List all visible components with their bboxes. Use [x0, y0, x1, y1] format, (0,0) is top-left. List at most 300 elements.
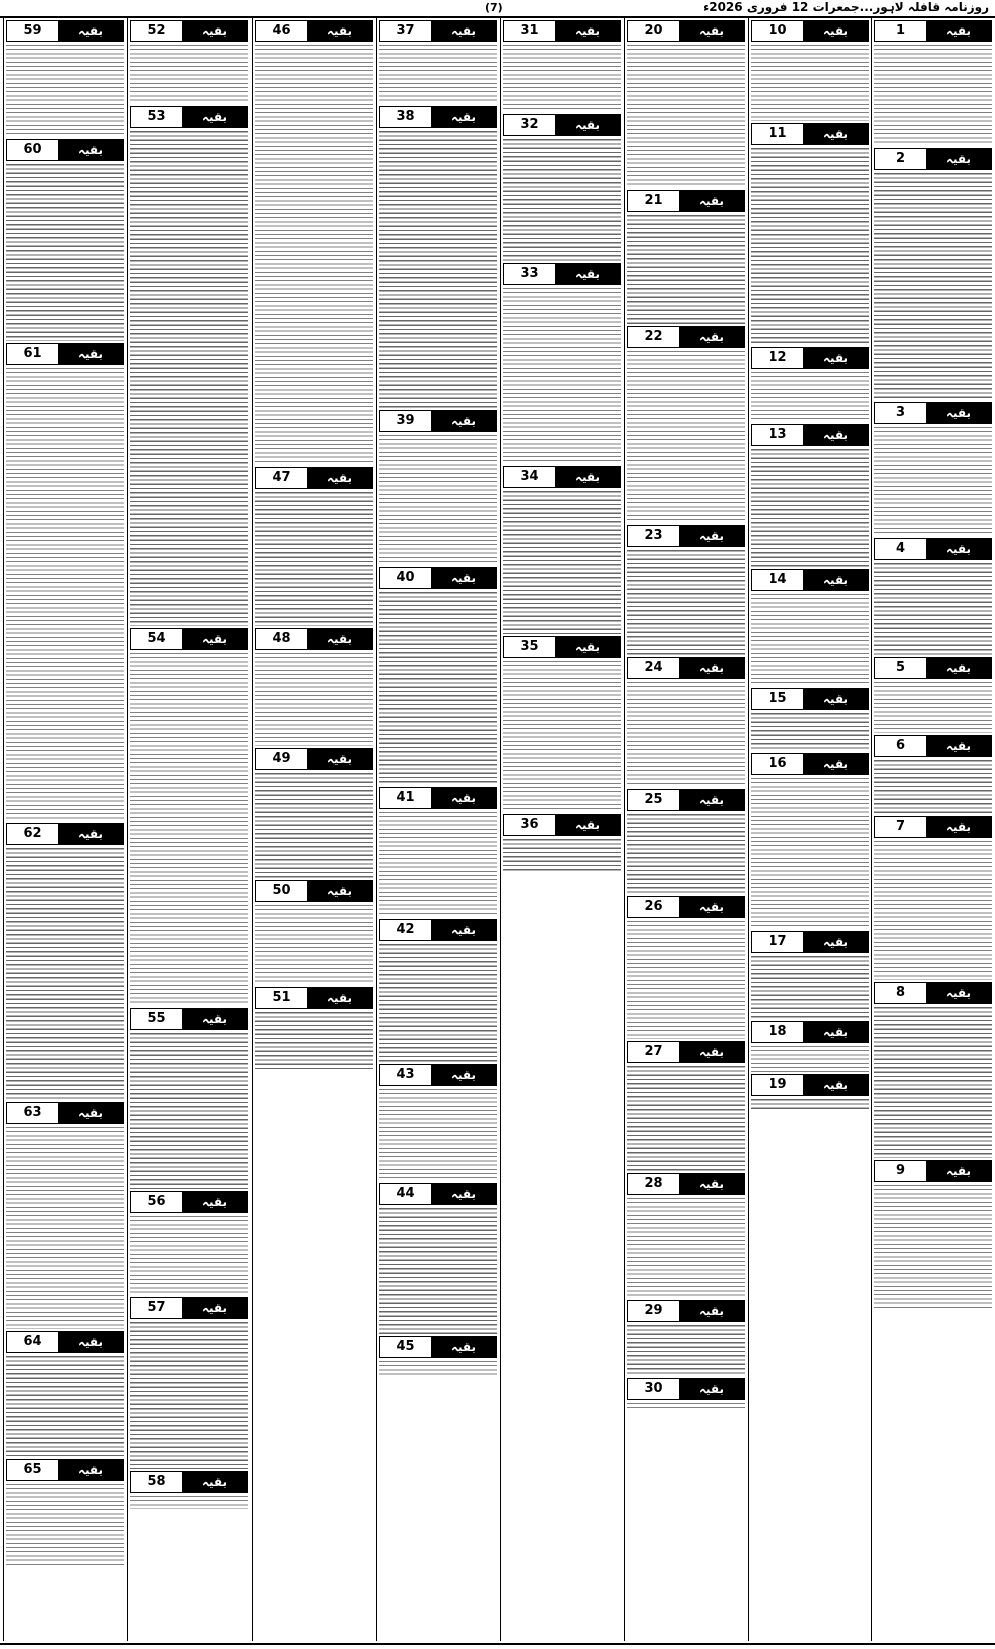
article-text-body	[874, 1185, 992, 1311]
continuation-label: بقیہ	[926, 1161, 991, 1181]
continuation-number: 62	[7, 824, 58, 844]
continuation-label: بقیہ	[679, 790, 744, 810]
continuation-header	[379, 20, 497, 42]
continuation-label: بقیہ	[679, 1042, 744, 1062]
continuation-header	[379, 919, 497, 941]
continuation-number: 33	[504, 264, 555, 284]
article-text-body	[6, 164, 124, 340]
continuation-header	[255, 880, 373, 902]
continuation-block	[503, 114, 621, 261]
continuation-number: 43	[380, 1065, 431, 1085]
article-text-body	[627, 215, 745, 324]
article-text-body	[255, 1012, 373, 1071]
continuation-block	[874, 148, 992, 400]
continuation-header	[379, 1183, 497, 1205]
continuation-header	[379, 567, 497, 589]
continuation-label: بقیہ	[307, 21, 372, 41]
continuation-block	[874, 982, 992, 1158]
continuation-block	[874, 816, 992, 980]
article-text-body	[874, 841, 992, 980]
continuation-label: بقیہ	[926, 658, 991, 678]
continuation-header	[130, 20, 248, 42]
continuation-label: بقیہ	[58, 344, 123, 364]
continuation-label: بقیہ	[803, 570, 868, 590]
continuation-number: 20	[628, 21, 679, 41]
article-text-body	[874, 173, 992, 400]
continuation-block	[379, 1064, 497, 1181]
article-text-body	[130, 653, 248, 1006]
continuation-number: 10	[752, 21, 803, 41]
continuation-label: بقیہ	[679, 1379, 744, 1399]
continuation-number: 21	[628, 191, 679, 211]
continuation-number: 57	[131, 1298, 182, 1318]
continuation-number: 54	[131, 629, 182, 649]
continuation-label: بقیہ	[307, 629, 372, 649]
continuation-header	[751, 931, 869, 953]
column-rule	[376, 18, 377, 1641]
article-text-body	[255, 492, 373, 626]
continuation-block	[6, 343, 124, 822]
continuation-header	[751, 753, 869, 775]
continuation-block	[751, 424, 869, 567]
continuation-number: 44	[380, 1184, 431, 1204]
dateline: روزنامہ قافلہ لاہور...جمعرات 12 فروری 2026ء	[703, 0, 989, 14]
continuation-number: 14	[752, 570, 803, 590]
continuation-number: 53	[131, 107, 182, 127]
continuation-header	[255, 987, 373, 1009]
continuation-number: 2	[875, 149, 926, 169]
continuation-label: بقیہ	[679, 1174, 744, 1194]
article-text-body	[874, 45, 992, 146]
continuation-number: 29	[628, 1301, 679, 1321]
continuation-number: 51	[256, 988, 307, 1008]
continuation-header	[751, 20, 869, 42]
continuation-header	[6, 1459, 124, 1481]
continuation-block	[874, 402, 992, 536]
continuation-number: 7	[875, 817, 926, 837]
continuation-label: بقیہ	[431, 920, 496, 940]
article-text-body	[503, 288, 621, 464]
continuation-block	[751, 688, 869, 751]
column-rule	[127, 18, 128, 1641]
article-text-body	[130, 1216, 248, 1296]
continuation-number: 56	[131, 1192, 182, 1212]
continuation-block	[627, 896, 745, 1039]
continuation-block	[379, 20, 497, 104]
continuation-number: 41	[380, 788, 431, 808]
continuation-label: بقیہ	[679, 658, 744, 678]
continuation-block	[751, 347, 869, 422]
continuation-header	[874, 982, 992, 1004]
article-text-body	[503, 45, 621, 112]
column-4	[503, 18, 621, 1641]
continuation-block	[255, 748, 373, 878]
continuation-block	[627, 190, 745, 324]
continuation-number: 4	[875, 539, 926, 559]
continuation-block	[503, 466, 621, 634]
continuation-label: بقیہ	[58, 1332, 123, 1352]
continuation-number: 36	[504, 815, 555, 835]
article-text-body	[751, 594, 869, 686]
continuation-number: 32	[504, 115, 555, 135]
article-text-body	[503, 491, 621, 634]
continuation-label: بقیہ	[555, 264, 620, 284]
continuation-header	[751, 347, 869, 369]
continuation-header	[751, 688, 869, 710]
column-7	[130, 18, 248, 1641]
article-text-body	[130, 45, 248, 104]
article-text-body	[627, 550, 745, 655]
continuation-label: بقیہ	[431, 411, 496, 431]
continuation-block	[130, 1471, 248, 1509]
article-text-body	[130, 131, 248, 627]
article-text-body	[379, 1089, 497, 1181]
continuation-number: 31	[504, 21, 555, 41]
article-text-body	[379, 812, 497, 917]
continuation-header	[751, 569, 869, 591]
column-3	[627, 18, 745, 1641]
continuation-header	[503, 466, 621, 488]
article-text-body	[627, 814, 745, 894]
continuation-label: بقیہ	[926, 21, 991, 41]
article-text-body	[379, 1361, 497, 1378]
continuation-header	[874, 657, 992, 679]
continuation-number: 30	[628, 1379, 679, 1399]
continuation-label: بقیہ	[431, 1184, 496, 1204]
continuation-header	[6, 823, 124, 845]
continuation-block	[751, 1074, 869, 1112]
continuation-header	[503, 814, 621, 836]
continuation-block	[6, 823, 124, 1100]
continuation-block	[751, 123, 869, 345]
article-text-body	[874, 682, 992, 732]
article-text-body	[503, 661, 621, 812]
continuation-label: بقیہ	[182, 107, 247, 127]
continuation-header	[874, 1160, 992, 1182]
column-rule	[748, 18, 749, 1641]
continuation-label: بقیہ	[431, 568, 496, 588]
continuation-header	[379, 106, 497, 128]
continuation-label: بقیہ	[182, 1009, 247, 1029]
continuation-number: 38	[380, 107, 431, 127]
continuation-header	[6, 1331, 124, 1353]
continuation-number: 18	[752, 1022, 803, 1042]
continuation-label: بقیہ	[58, 140, 123, 160]
article-text-body	[627, 1403, 745, 1411]
continuation-header	[379, 1336, 497, 1358]
continuation-label: بقیہ	[58, 1460, 123, 1480]
continuation-number: 39	[380, 411, 431, 431]
continuation-label: بقیہ	[182, 1472, 247, 1492]
continuation-label: بقیہ	[926, 817, 991, 837]
continuation-label: بقیہ	[182, 21, 247, 41]
continuation-block	[751, 753, 869, 929]
continuation-block	[751, 931, 869, 1019]
continuation-number: 9	[875, 1161, 926, 1181]
article-text-body	[751, 1099, 869, 1112]
continuation-header	[6, 343, 124, 365]
continuation-label: بقیہ	[307, 881, 372, 901]
continuation-block	[874, 657, 992, 732]
article-text-body	[627, 351, 745, 523]
continuation-label: بقیہ	[803, 754, 868, 774]
continuation-number: 50	[256, 881, 307, 901]
continuation-number: 1	[875, 21, 926, 41]
continuation-block	[627, 1378, 745, 1411]
article-text-body	[503, 839, 621, 873]
continuation-number: 34	[504, 467, 555, 487]
continuation-header	[130, 1297, 248, 1319]
continuation-header	[627, 1173, 745, 1195]
continuation-label: بقیہ	[679, 191, 744, 211]
continuation-header	[874, 402, 992, 424]
continuation-number: 13	[752, 425, 803, 445]
continuation-number: 6	[875, 736, 926, 756]
continuation-block	[379, 1183, 497, 1334]
continuation-block	[379, 567, 497, 785]
article-text-body	[627, 1325, 745, 1375]
continuation-label: بقیہ	[803, 425, 868, 445]
continuation-block	[6, 139, 124, 340]
article-text-body	[874, 427, 992, 536]
continuation-number: 48	[256, 629, 307, 649]
continuation-header	[130, 106, 248, 128]
continuation-label: بقیہ	[431, 107, 496, 127]
continuation-block	[255, 987, 373, 1071]
continuation-block	[503, 814, 621, 873]
continuation-block	[130, 1008, 248, 1188]
continuation-label: بقیہ	[431, 1065, 496, 1085]
continuation-block	[6, 1459, 124, 1568]
continuation-block	[751, 569, 869, 686]
continuation-header	[627, 525, 745, 547]
continuation-number: 64	[7, 1332, 58, 1352]
continuation-header	[627, 190, 745, 212]
continuation-block	[379, 410, 497, 565]
continuation-label: بقیہ	[803, 124, 868, 144]
article-text-body	[751, 372, 869, 422]
article-text-body	[874, 760, 992, 815]
continuation-block	[255, 467, 373, 626]
continuation-block	[627, 789, 745, 894]
continuation-block	[379, 1336, 497, 1378]
continuation-block	[379, 919, 497, 1062]
continuation-number: 42	[380, 920, 431, 940]
continuation-number: 24	[628, 658, 679, 678]
continuation-number: 26	[628, 897, 679, 917]
bottom-rule	[0, 1643, 995, 1645]
article-text-body	[255, 905, 373, 985]
continuation-label: بقیہ	[58, 21, 123, 41]
continuation-header	[751, 123, 869, 145]
article-text-body	[751, 45, 869, 121]
column-8	[6, 18, 124, 1641]
article-text-body	[255, 45, 373, 465]
continuation-block	[874, 20, 992, 146]
continuation-block	[6, 1331, 124, 1457]
continuation-number: 65	[7, 1460, 58, 1480]
continuation-number: 58	[131, 1472, 182, 1492]
continuation-number: 46	[256, 21, 307, 41]
continuation-block	[503, 636, 621, 812]
column-rule	[871, 18, 872, 1641]
continuation-number: 63	[7, 1103, 58, 1123]
continuation-block	[130, 628, 248, 1006]
article-text-body	[379, 944, 497, 1062]
continuation-number: 37	[380, 21, 431, 41]
continuation-header	[255, 467, 373, 489]
continuation-number: 12	[752, 348, 803, 368]
continuation-label: بقیہ	[182, 1298, 247, 1318]
continuation-block	[874, 1160, 992, 1311]
continuation-header	[255, 748, 373, 770]
continuation-number: 59	[7, 21, 58, 41]
continuation-label: بقیہ	[555, 467, 620, 487]
continuation-number: 23	[628, 526, 679, 546]
continuation-header	[379, 1064, 497, 1086]
continuation-block	[627, 525, 745, 655]
article-text-body	[6, 848, 124, 1100]
continuation-label: بقیہ	[431, 1337, 496, 1357]
column-rule	[252, 18, 253, 1641]
continuation-block	[130, 1191, 248, 1296]
article-text-body	[751, 449, 869, 567]
continuation-number: 17	[752, 932, 803, 952]
continuation-number: 61	[7, 344, 58, 364]
continuation-header	[6, 139, 124, 161]
article-text-body	[627, 1066, 745, 1171]
article-text-body	[379, 1208, 497, 1334]
continuation-block	[627, 326, 745, 523]
article-text-body	[379, 45, 497, 104]
continuation-block	[255, 880, 373, 985]
continuation-block	[503, 263, 621, 464]
continuation-block	[130, 106, 248, 627]
continuation-block	[379, 787, 497, 917]
continuation-number: 47	[256, 468, 307, 488]
continuation-header	[627, 896, 745, 918]
continuation-number: 16	[752, 754, 803, 774]
continuation-header	[503, 20, 621, 42]
continuation-label: بقیہ	[926, 736, 991, 756]
article-text-body	[627, 682, 745, 787]
page-number: (7)	[485, 1, 503, 14]
continuation-header	[627, 789, 745, 811]
continuation-header	[379, 787, 497, 809]
continuation-block	[751, 1021, 869, 1071]
continuation-block	[627, 1041, 745, 1171]
continuation-header	[503, 114, 621, 136]
continuation-header	[130, 1191, 248, 1213]
article-text-body	[130, 1033, 248, 1188]
continuation-label: بقیہ	[58, 824, 123, 844]
continuation-label: بقیہ	[803, 21, 868, 41]
continuation-header	[627, 326, 745, 348]
continuation-number: 11	[752, 124, 803, 144]
continuation-block	[130, 20, 248, 104]
continuation-label: بقیہ	[555, 115, 620, 135]
column-2	[751, 18, 869, 1641]
continuation-header	[874, 148, 992, 170]
continuation-header	[627, 1378, 745, 1400]
continuation-header	[874, 20, 992, 42]
continuation-label: بقیہ	[431, 21, 496, 41]
article-text-body	[751, 713, 869, 751]
article-text-body	[6, 368, 124, 822]
continuation-label: بقیہ	[555, 815, 620, 835]
continuation-label: بقیہ	[803, 1075, 868, 1095]
article-text-body	[6, 45, 124, 137]
continuation-block	[874, 735, 992, 815]
continuation-header	[503, 263, 621, 285]
article-text-body	[379, 592, 497, 785]
article-text-body	[751, 778, 869, 929]
continuation-label: بقیہ	[182, 629, 247, 649]
continuation-number: 5	[875, 658, 926, 678]
continuation-number: 45	[380, 1337, 431, 1357]
article-text-body	[130, 1496, 248, 1509]
continuation-label: بقیہ	[679, 1301, 744, 1321]
continuation-number: 15	[752, 689, 803, 709]
continuation-number: 60	[7, 140, 58, 160]
continuation-number: 35	[504, 637, 555, 657]
continuation-header	[751, 1074, 869, 1096]
article-text-body	[503, 139, 621, 261]
continuation-label: بقیہ	[431, 788, 496, 808]
continuation-label: بقیہ	[182, 1192, 247, 1212]
continuation-label: بقیہ	[679, 327, 744, 347]
continuation-block	[627, 1173, 745, 1299]
continuation-header	[130, 628, 248, 650]
article-text-body	[379, 435, 497, 565]
continuation-header	[751, 1021, 869, 1043]
continuation-number: 52	[131, 21, 182, 41]
continuation-block	[503, 20, 621, 112]
continuation-header	[627, 1300, 745, 1322]
continuation-label: بقیہ	[679, 21, 744, 41]
continuation-header	[130, 1471, 248, 1493]
article-text-body	[874, 563, 992, 655]
continuation-header	[130, 1008, 248, 1030]
continuation-block	[379, 106, 497, 408]
continuation-number: 19	[752, 1075, 803, 1095]
continuation-header	[6, 1102, 124, 1124]
article-text-body	[6, 1356, 124, 1457]
article-text-body	[130, 1322, 248, 1469]
article-text-body	[6, 1484, 124, 1568]
continuation-header	[874, 816, 992, 838]
continuation-number: 8	[875, 983, 926, 1003]
continuation-label: بقیہ	[307, 988, 372, 1008]
continuation-header	[751, 424, 869, 446]
article-text-body	[6, 1127, 124, 1329]
continuation-header	[503, 636, 621, 658]
continuation-label: بقیہ	[803, 689, 868, 709]
continuation-label: بقیہ	[555, 21, 620, 41]
column-1	[874, 18, 992, 1641]
article-text-body	[255, 773, 373, 878]
continuation-label: بقیہ	[679, 526, 744, 546]
article-text-body	[627, 921, 745, 1039]
continuation-block	[255, 628, 373, 745]
continuation-label: بقیہ	[803, 348, 868, 368]
column-5	[379, 18, 497, 1641]
continuation-block	[130, 1297, 248, 1469]
article-text-body	[874, 1007, 992, 1158]
continuation-label: بقیہ	[926, 983, 991, 1003]
article-text-body	[627, 1198, 745, 1299]
continuation-header	[627, 20, 745, 42]
